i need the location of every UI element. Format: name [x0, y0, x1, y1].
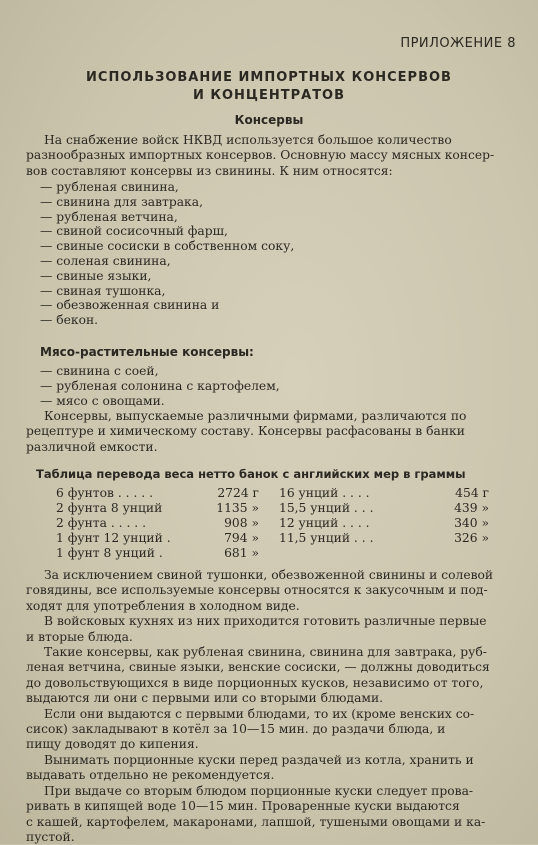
table-cell: 454 г	[455, 485, 489, 500]
paragraph-line: ходят для употребления в холодном виде.	[26, 598, 300, 613]
table-cell	[429, 545, 489, 560]
section-heading-canned: Консервы	[234, 113, 304, 127]
paragraph-line: выдавать отдельно не рекомендуется.	[26, 768, 275, 783]
table-cell: 6 фунтов . . . . .	[56, 485, 154, 500]
weight-conversion-table	[56, 485, 489, 560]
paragraph-line: рецептуре и химическому составу. Консервы расфасованы в банки	[26, 424, 465, 439]
paragraph-line: пищу доводят до кипения.	[26, 737, 199, 752]
paragraph-line: сисок) закладывают в котёл за 10—15 мин. до раздачи блюда, и	[26, 722, 446, 737]
table-row	[56, 515, 489, 530]
list-item: — свинина для завтрака,	[40, 194, 203, 209]
table-cell: 1 фунт 8 унций .	[56, 545, 163, 560]
list-item: — свиная тушонка,	[40, 283, 166, 298]
list-item: — мясо с овощами.	[40, 393, 165, 408]
table-cell: 794 »	[224, 530, 259, 545]
list-item: — бекон.	[40, 313, 99, 328]
paragraph-line: с кашей, картофелем, макаронами, лапшой, тушеными овощами и ка-	[26, 814, 486, 829]
table-cell: 1 фунт 12 унций .	[56, 530, 171, 545]
paragraph-line: Такие консервы, как рубленая свинина, свинина для завтрака, руб-	[44, 645, 487, 660]
table-cell: 2724 г	[217, 485, 259, 500]
appendix-label: ПРИЛОЖЕНИЕ 8	[400, 36, 516, 51]
table-cell: 326 »	[454, 530, 489, 545]
table-row	[56, 500, 489, 515]
table-cell: 15,5 унций . . .	[279, 500, 374, 515]
list-item: — обезвоженная свинина и	[40, 298, 220, 313]
conversion-table-title: Таблица перевода веса нетто банок с английских мер в граммы	[36, 467, 466, 481]
paragraph-line: до довольствующихся в виде порционных кусков, независимо от того,	[26, 675, 484, 690]
table-cell: 439 »	[454, 500, 489, 515]
paragraph-line: За исключением свиной тушонки, обезвоженной свинины и солевой	[44, 568, 494, 582]
table-cell: 340 »	[454, 515, 489, 530]
list-item: — свиной сосисочный фарш,	[40, 224, 228, 239]
paragraph-line: пустой.	[26, 829, 75, 844]
list-item: — свинина с соей,	[40, 364, 159, 378]
table-cell: 2 фунта 8 унций	[56, 500, 163, 515]
list-item: — свиные сосиски в собственном соку,	[40, 239, 295, 254]
pork-products-list	[40, 180, 294, 328]
list-item: — рубленая ветчина,	[40, 209, 178, 224]
list-item: — свиные языки,	[40, 268, 152, 283]
paragraph-line: выдаются ли они с первыми или со вторыми блюдами.	[26, 691, 384, 706]
table-cell: 1135 »	[216, 500, 259, 515]
intro-line: вов составляют консервы из свинины. К ним относятся:	[26, 163, 393, 178]
paragraph-line: Вынимать порционные куски перед раздачей из котла, хранить и	[44, 752, 474, 767]
paragraph-line: Если они выдаются с первыми блюдами, то их (кроме венских со-	[44, 706, 475, 721]
table-cell: 908 »	[224, 515, 259, 530]
table-row	[56, 530, 489, 545]
intro-paragraph	[26, 133, 514, 179]
paragraph-line: ривать в кипящей воде 10—15 мин. Проваренные куски выдаются	[26, 799, 460, 814]
table-cell	[273, 545, 429, 560]
paragraph-line: говядины, все используемые консервы относятся к закусочным и под-	[26, 583, 488, 598]
list-item: — соленая свинина,	[40, 253, 171, 268]
table-cell: 681 »	[224, 545, 259, 560]
table-row	[56, 545, 489, 560]
intro-line: разнообразных импортных консервов. Основную массу мясных консер-	[26, 148, 495, 163]
manufacturers-paragraph	[26, 409, 514, 455]
page-title-line-2: И КОНЦЕНТРАТОВ	[192, 88, 346, 103]
table-cell: 12 унций . . . .	[279, 515, 370, 530]
page-title-line-1: ИСПОЛЬЗОВАНИЕ ИМПОРТНЫХ КОНСЕРВОВ	[86, 70, 452, 85]
paragraph-line: При выдаче со вторым блюдом порционные куски следует прова-	[44, 783, 474, 798]
intro-line: На снабжение войск НКВД используется большое количество	[44, 133, 452, 147]
usage-body-text	[26, 568, 514, 845]
paragraph-line: и вторые блюда.	[26, 629, 133, 644]
paragraph-line: леная ветчина, свиные языки, венские сосиски, — должны доводиться	[26, 660, 490, 675]
table-row	[56, 485, 489, 500]
list-item: — рубленая свинина,	[40, 180, 179, 194]
list-item: — рубленая солонина с картофелем,	[40, 378, 280, 393]
paragraph-line: различной емкости.	[26, 439, 158, 454]
paragraph-line: Консервы, выпускаемые различными фирмами, различаются по	[44, 409, 467, 423]
table-cell: 2 фунта . . . . .	[56, 515, 147, 530]
meat-vegetable-list	[40, 364, 280, 408]
section-heading-meat-vegetable: Мясо-растительные консервы:	[40, 345, 254, 359]
table-cell: 16 унций . . . .	[279, 485, 370, 500]
table-cell: 11,5 унций . . .	[279, 530, 374, 545]
paragraph-line: В войсковых кухнях из них приходится готовить различные первые	[44, 614, 487, 629]
